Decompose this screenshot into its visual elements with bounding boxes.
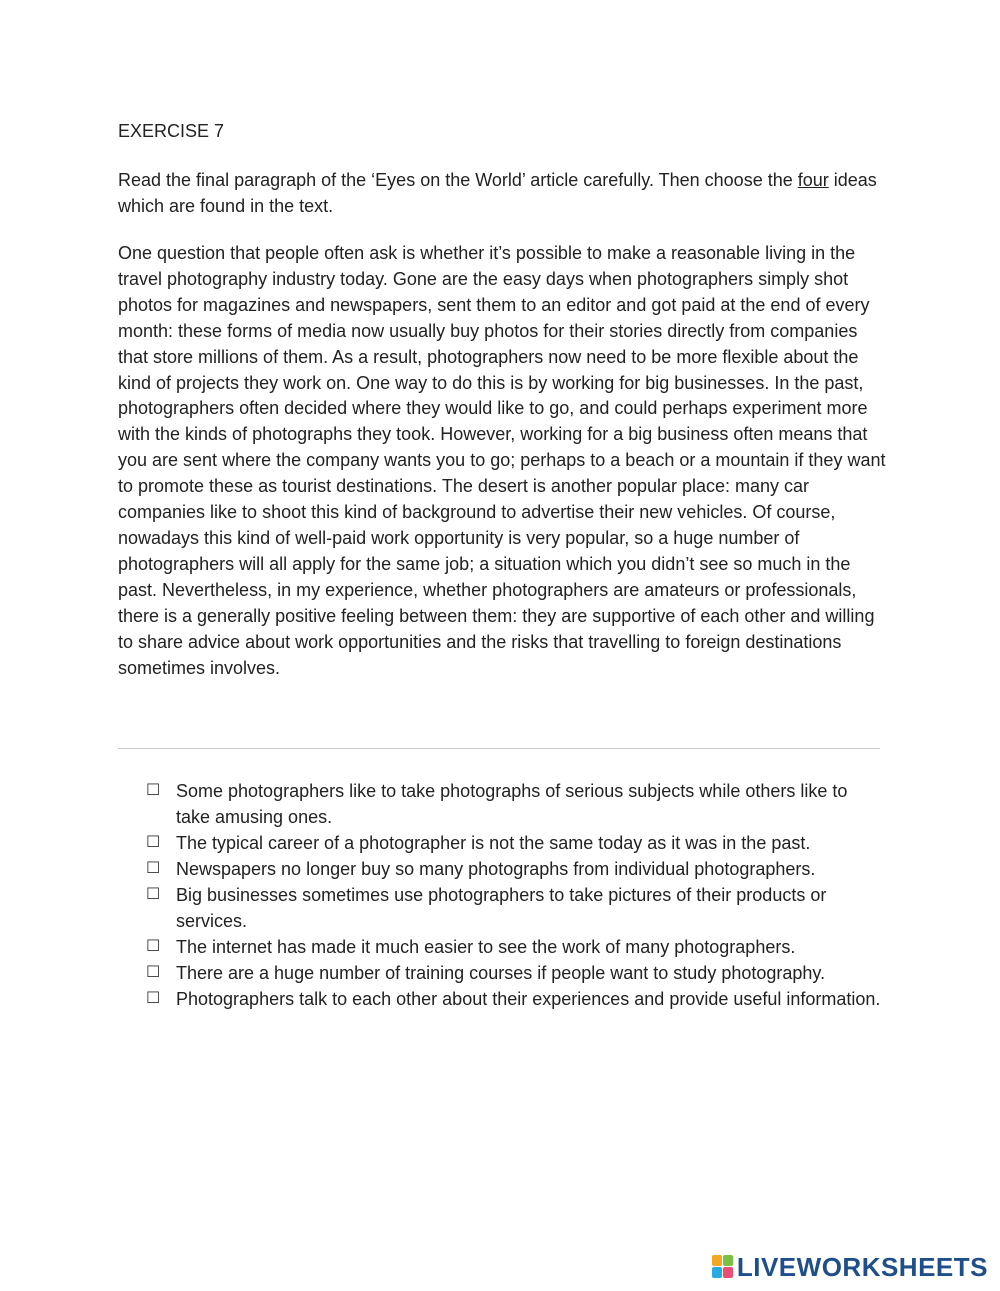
option-text: Newspapers no longer buy so many photographs from individual photographers.	[176, 859, 816, 879]
option-text: There are a huge number of training courses if people want to study photography.	[176, 963, 826, 983]
liveworksheets-logo[interactable]	[712, 1253, 988, 1281]
checkbox-icon[interactable]: ☐	[146, 834, 161, 851]
article-passage: One question that people often ask is whether it’s possible to make a reasonable living in the travel photography industry today. Gone are the easy days when photographers simply shot photos for magazines and newspapers, sent them to an editor and got paid at the end of every month: these forms of media now usually buy photos for their stories directly from companies that store millions of them. As a result, photographers now need to be more flexible about the kind of projects they work on. One way to do this is by working for big businesses. In the past, photographers often decided where they would like to go, and could perhaps experiment more with the kinds of photographs they took. However, working for a big business often means that you are sent where the company wants you to go; perhaps to a beach or a mountain if they want to promote these as tourist destinations. The desert is another popular place: many car companies like to shoot this kind of background to advertise their new vehicles. Of course, nowadays this kind of well-paid work opportunity is very popular, so a huge number of photographers will all apply for the same job; a situation which you didn’t see so much in the past. Nevertheless, in my experience, whether photographers are amateurs or professionals, there is a generally positive feeling between them: they are supportive of each other and willing to share advice about work opportunities and the risks that travelling to foreign destinations sometimes involves.	[118, 243, 886, 678]
option-item[interactable]	[146, 882, 886, 934]
option-item[interactable]	[146, 830, 886, 856]
option-item[interactable]	[146, 778, 886, 830]
option-text: Photographers talk to each other about their experiences and provide useful information.	[176, 989, 881, 1009]
logo-mark-square	[712, 1267, 722, 1278]
checkbox-icon[interactable]: ☐	[146, 886, 161, 903]
logo-mark-square	[723, 1267, 733, 1278]
option-item[interactable]	[146, 986, 886, 1012]
instruction-text-before: Read the final paragraph of the ‘Eyes on the World’ article carefully. Then choose the	[118, 170, 798, 190]
logo-mark-square	[712, 1255, 722, 1266]
option-item[interactable]	[146, 856, 886, 882]
option-text: The internet has made it much easier to see the work of many photographers.	[176, 937, 796, 957]
option-item[interactable]	[146, 934, 886, 960]
options-list	[146, 778, 886, 1012]
exercise-title: EXERCISE 7	[118, 121, 225, 141]
exercise-instruction	[118, 167, 888, 219]
worksheet-page	[118, 118, 888, 681]
option-text: Some photographers like to take photographs of serious subjects while others like to take amusing ones.	[176, 781, 848, 827]
checkbox-icon[interactable]: ☐	[146, 938, 161, 955]
checkbox-icon[interactable]: ☐	[146, 860, 161, 877]
option-text: Big businesses sometimes use photographers to take pictures of their products or services.	[176, 885, 827, 931]
liveworksheets-logo-icon	[712, 1255, 734, 1279]
instruction-underlined-word: four	[797, 170, 829, 190]
logo-text: LIVEWORKSHEETS	[736, 1252, 988, 1282]
checkbox-icon[interactable]: ☐	[146, 782, 161, 799]
option-item[interactable]	[146, 960, 886, 986]
option-text: The typical career of a photographer is not the same today as it was in the past.	[176, 833, 811, 853]
instruction-text-after: ideas which are found in the text.	[118, 170, 877, 216]
section-divider	[118, 748, 880, 749]
logo-mark-square	[723, 1255, 733, 1266]
checkbox-icon[interactable]: ☐	[146, 964, 161, 981]
checkbox-icon[interactable]: ☐	[146, 990, 161, 1007]
